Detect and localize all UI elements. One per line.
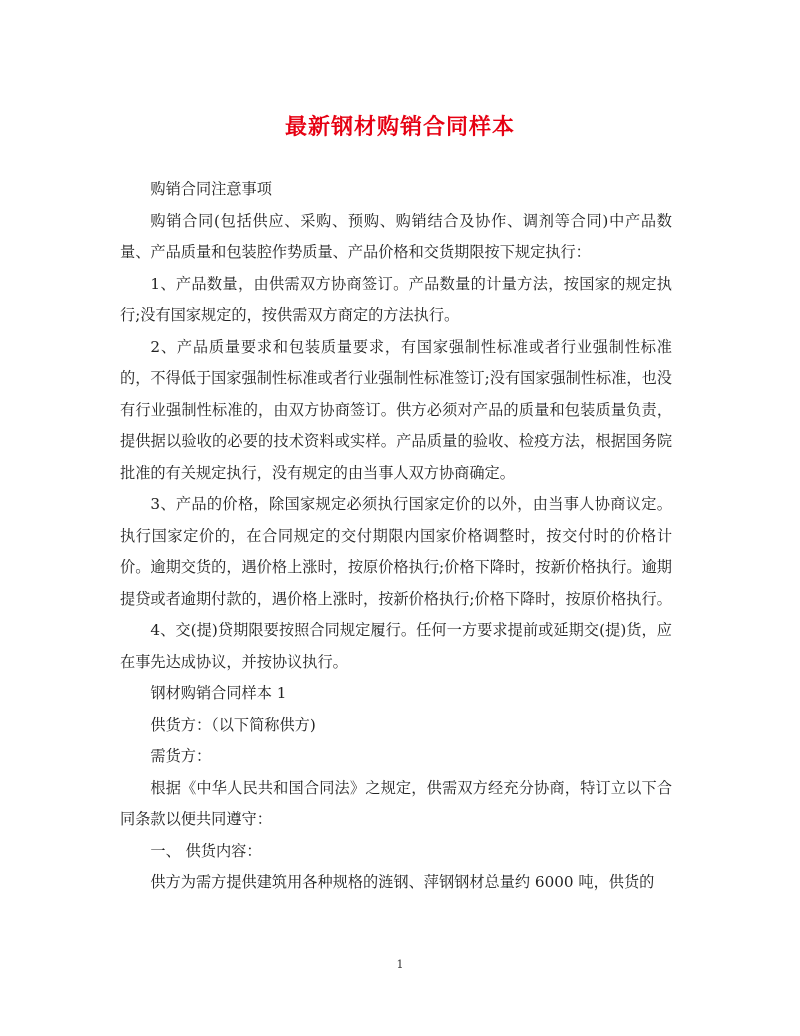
- paragraph-intro: 购销合同(包括供应、采购、预购、购销结合及协作、调剂等合同)中产品数量、产品质量和包装腔作势质量、产品价格和交货期限按下规定执行：: [120, 211, 672, 261]
- paragraph-buyer: 需货方：: [150, 747, 212, 765]
- document-title: 最新钢材购销合同样本: [284, 114, 515, 140]
- page-number: 1: [396, 958, 404, 971]
- paragraph-sample-heading: 钢材购销合同样本 1: [150, 684, 287, 702]
- paragraph-item-3: 3、产品的价格，除国家规定必须执行国家定价的以外，由当事人协商议定。执行国家定价的，在合同规定的交付期限内国家价格调整时，按交付时的价格计价。逾期交货的，遇价格上涨时，按原价格执行;价格下降时，按新价格执行。逾期提贷或者逾期付款的，遇价格上涨时，按新价格执行;价格下降时，按原价格执行。: [120, 495, 672, 608]
- paragraph-legal-basis: 根据《中华人民共和国合同法》之规定，供需双方经充分协商，特订立以下合同条款以便共同遵守：: [120, 778, 672, 828]
- paragraph-notice-heading: 购销合同注意事项: [150, 180, 272, 198]
- paragraph-item-1: 1、产品数量，由供需双方协商签订。产品数量的计量方法，按国家的规定执行;没有国家规定的，按供需双方商定的方法执行。: [120, 274, 672, 324]
- paragraph-supply-content: 供方为需方提供建筑用各种规格的涟钢、萍钢钢材总量约 6000 吨，供货的: [150, 873, 655, 891]
- paragraph-supplier: 供货方：（以下简称供方): [150, 715, 316, 734]
- paragraph-item-4: 4、交(提)贷期限要按照合同规定履行。任何一方要求提前或延期交(提)货，应在事先达成协议，并按协议执行。: [120, 621, 672, 671]
- paragraph-item-2: 2、产品质量要求和包装质量要求，有国家强制性标准或者行业强制性标准的，不得低于国家强制性标准或者行业强制性标准签订;没有国家强制性标准，也没有行业强制性标准的，由双方协商签订。供方必须对产品的质量和包装质量负责，提供据以验收的必要的技术资料或实样。产品质量的验收、检疫方法，根据国务院批准的有关规定执行，没有规定的由当事人双方协商确定。: [120, 337, 672, 482]
- paragraph-section-1-heading: 一、 供货内容：: [150, 841, 262, 860]
- document-body: [120, 174, 672, 899]
